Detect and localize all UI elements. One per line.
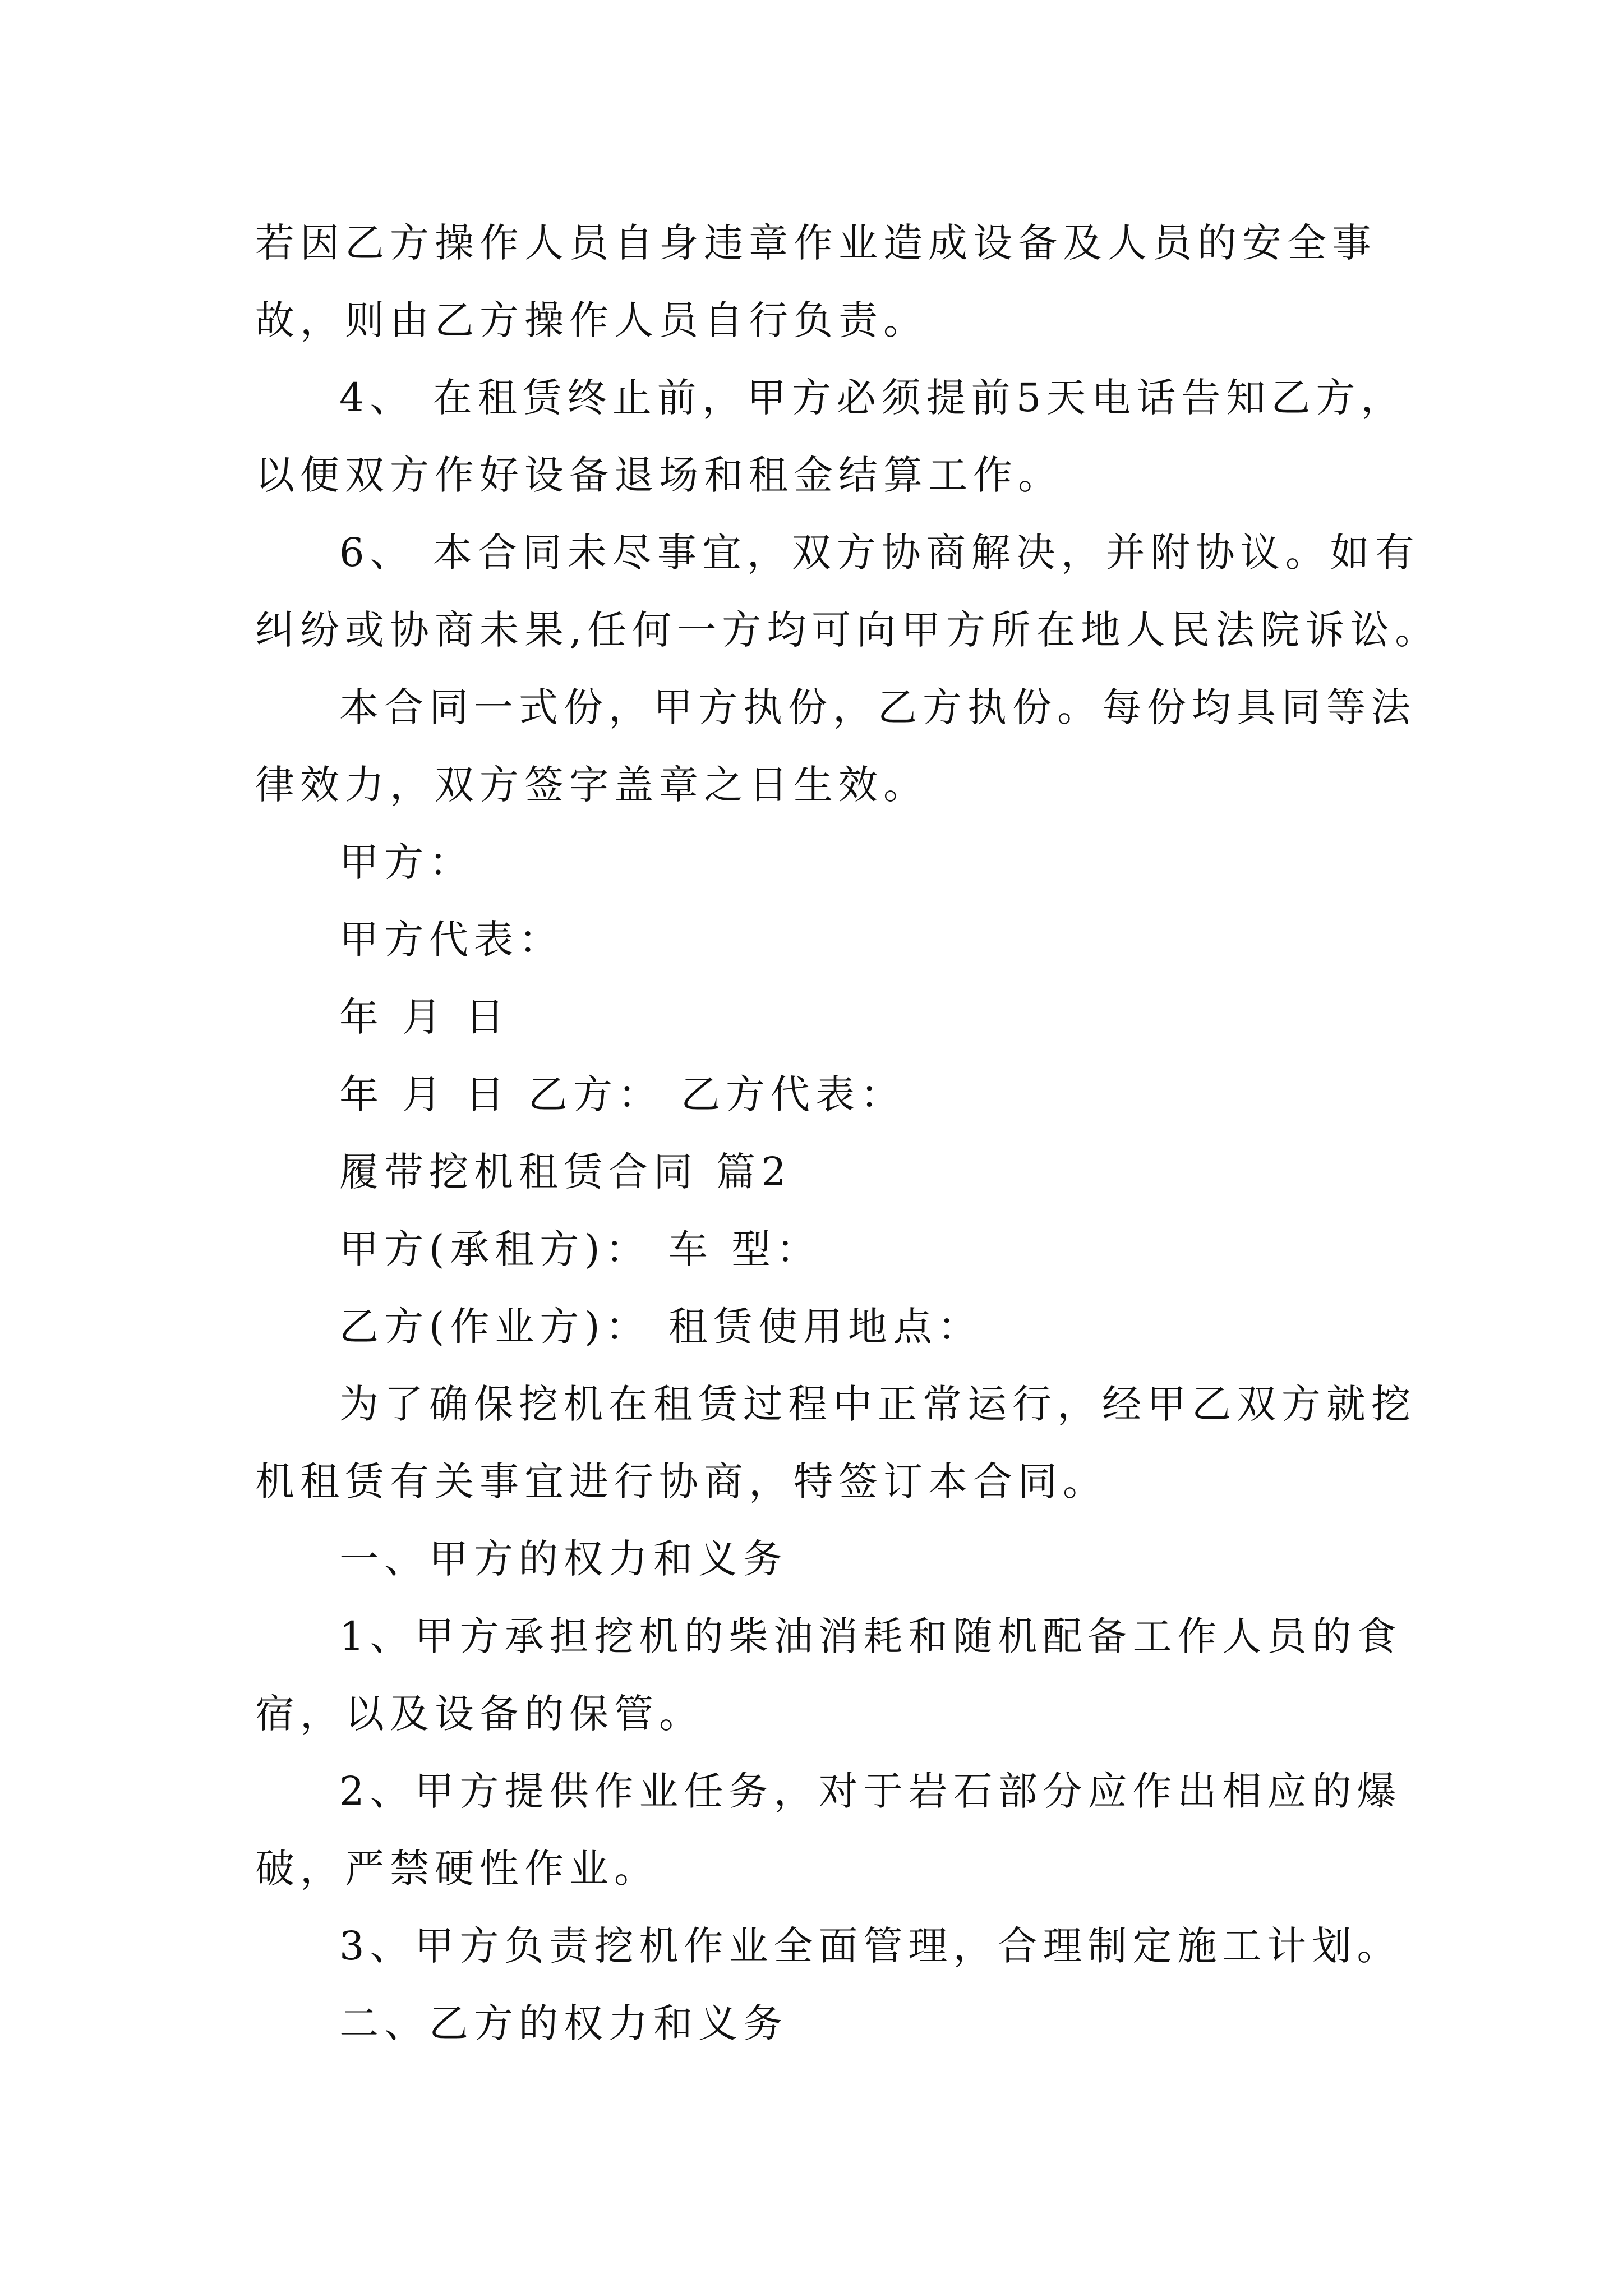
clause-a2-line: 2、甲方提供作业任务，对于岩石部分应作出相应的爆 [339, 1768, 1402, 1814]
party-a-label: 甲方： [339, 839, 474, 885]
section-title: 履带挖机租赁合同 篇2 [339, 1149, 792, 1195]
clause-a1-line: 1、甲方承担挖机的柴油消耗和随机配备工作人员的食 [339, 1613, 1402, 1659]
paragraph-line: 机租赁有关事宜进行协商，特签订本合同。 [255, 1458, 1108, 1504]
intro-line: 为了确保挖机在租赁过程中正常运行，经甲乙双方就挖 [339, 1381, 1416, 1427]
party-b-operator-line: 乙方(作业方)： 租赁使用地点： [339, 1304, 983, 1350]
clause-4-line: 4、 在租赁终止前，甲方必须提前5天电话告知乙方， [339, 375, 1406, 421]
clause-6-line: 6、 本合同未尽事宜，双方协商解决，并附协议。如有 [339, 530, 1420, 576]
signature-line: 年 月 日 乙方： 乙方代表： [339, 1071, 906, 1117]
copies-line: 本合同一式份，甲方执份，乙方执份。每份均具同等法 [339, 684, 1416, 730]
heading-party-a-rights: 一、甲方的权力和义务 [339, 1536, 788, 1582]
paragraph-line: 故，则由乙方操作人员自行负责。 [255, 297, 928, 343]
paragraph-line: 纠纷或协商未果,任何一方均可向甲方所在地人民法院诉讼。 [255, 607, 1440, 653]
paragraph-line: 若因乙方操作人员自身违章作业造成设备及人员的安全事 [255, 220, 1377, 266]
party-a-representative-label: 甲方代表： [339, 917, 564, 963]
paragraph-line: 宿，以及设备的保管。 [255, 1691, 704, 1737]
paragraph-line: 以便双方作好设备退场和租金结算工作。 [255, 452, 1063, 498]
clause-a3-line: 3、甲方负责挖机作业全面管理，合理制定施工计划。 [339, 1923, 1402, 1969]
heading-party-b-rights: 二、乙方的权力和义务 [339, 2000, 788, 2046]
paragraph-line: 律效力，双方签字盖章之日生效。 [255, 762, 928, 808]
party-a-lessee-line: 甲方(承租方)： 车 型： [339, 1226, 822, 1272]
date-line: 年 月 日 [339, 994, 510, 1040]
paragraph-line: 破，严禁硬性作业。 [255, 1846, 659, 1892]
